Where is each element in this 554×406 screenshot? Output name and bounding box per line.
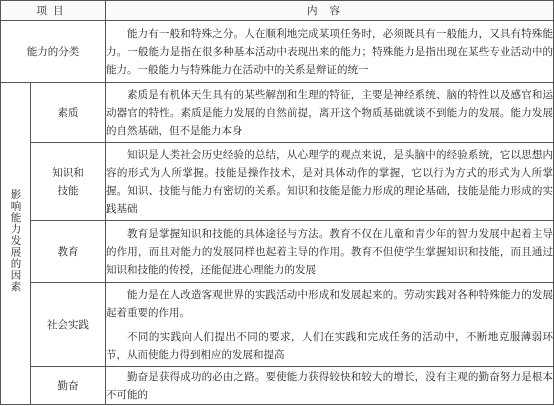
- factors-label: 影响能力发展的因素: [9, 188, 22, 293]
- factor-paragraph: 不同的实践向人们提出不同的要求，人们在实践和完成任务的活动中，不断地克服薄弱环节，从而使能力得到相应的发展和提高: [106, 330, 553, 361]
- factors-label-cell: [1, 83, 31, 405]
- factor-name-suzhi: 素质: [31, 83, 106, 143]
- factor-content-education: [106, 221, 554, 283]
- factor-name-education: 教育: [31, 221, 106, 283]
- factor-content-knowledge: [106, 143, 554, 221]
- table-header-row: [1, 1, 554, 21]
- factor-content-suzhi: [106, 83, 554, 143]
- factor-name-diligence: 勤奋: [31, 367, 106, 405]
- factor-paragraph: 能力是在人改造客观世界的实践活动中形成和发展起来的。劳动实践对各种特殊能力的发展起着重要的作用。: [106, 288, 553, 319]
- factor-paragraph: 勤奋是获得成功的必由之路。要使能力获得较快和较大的增长，没有主观的勤奋努力是根本不可能的: [106, 370, 553, 401]
- table-row: [1, 83, 554, 143]
- table-row: [1, 367, 554, 405]
- factor-name-line-2: 技能: [57, 184, 79, 197]
- factor-name-knowledge: [31, 143, 106, 221]
- category-classification: 能力的分类: [1, 21, 106, 83]
- factor-paragraph: 知识是人类社会历史经验的总结，从心理学的观点来说，是头脑中的经验系统，它以思想内容的形式为人所掌握。技能是操作技术，是对具体动作的掌握，它以行为方式的形式为人所掌握。知识、技能与能力有密切的关系。知识和技能是能力形成的理论基础，技能是能力形成的实践基础: [106, 148, 553, 215]
- header-content: 内容: [106, 1, 554, 21]
- factor-name-practice: 社会实践: [31, 283, 106, 367]
- table-row: [1, 283, 554, 367]
- factor-paragraph: 素质是有机体天生具有的某些解剖和生理的特征，主要是神经系统、脑的特性以及感官和运动器官的特性。素质是能力发展的自然前提，离开这个物质基础就谈不到能力的发展。能力发展的自然基础，但不是能力本身: [106, 88, 553, 137]
- table-row: [1, 21, 554, 83]
- factor-content-practice: [106, 283, 554, 367]
- factor-name-line-1: 知识和: [52, 166, 84, 179]
- table-row: [1, 221, 554, 283]
- table-row: [1, 143, 554, 221]
- header-item: 项目: [1, 1, 106, 21]
- factor-content-diligence: [106, 367, 554, 405]
- factor-paragraph: 教育是掌握知识和技能的具体途径与方法。教育不仅在儿童和青少年的智力发展中起着主导的作用，而且对能力的发展同样也起着主导的作用。教育不但使学生掌握知识和技能，而且通过知识和技能的传授，还能促进心理能力的发展: [106, 227, 553, 276]
- classification-content: [106, 21, 554, 83]
- classification-text: 能力有一般和特殊之分。人在顺利地完成某项任务时，必须既具有一般能力，又具有特殊能力。一般能力是指在很多种基本活动中表现出来的能力；特殊能力是指出现在某些专业活动中的能力。一般能力与特殊能力在活动中的关系是辩证的统一: [106, 27, 553, 76]
